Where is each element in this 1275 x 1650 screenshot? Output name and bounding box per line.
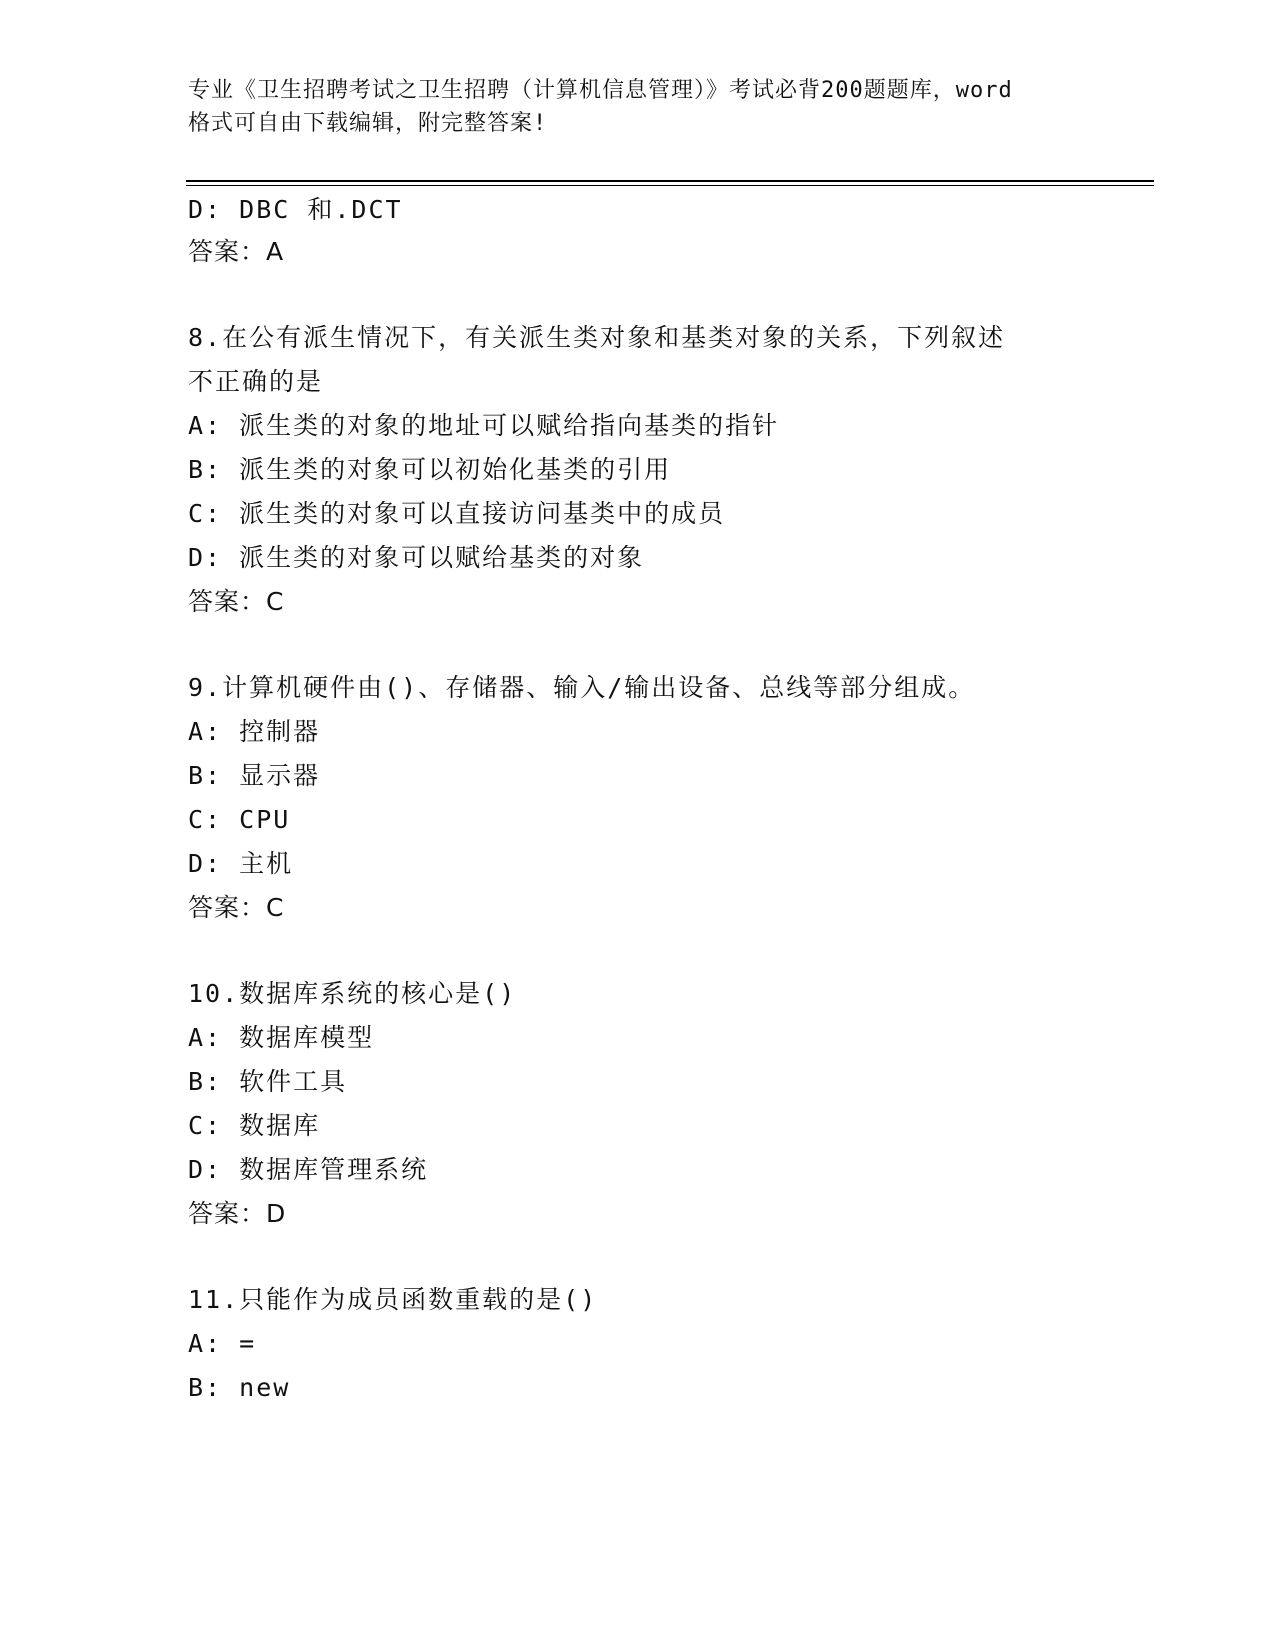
header-rule-thick xyxy=(186,180,1154,182)
q10-option-b: B: 软件工具 xyxy=(188,1067,348,1096)
q11-option-a: A: = xyxy=(188,1329,257,1358)
q10-option-c: C: 数据库 xyxy=(188,1111,321,1140)
q8-option-d: D: 派生类的对象可以赋给基类的对象 xyxy=(188,543,645,572)
q11-option-b: B: new xyxy=(188,1373,291,1402)
header-rule-thin xyxy=(186,185,1154,186)
q8-option-c: C: 派生类的对象可以直接访问基类中的成员 xyxy=(188,499,726,528)
prev-option-d: D: DBC 和.DCT xyxy=(188,195,403,224)
q8-option-a: A: 派生类的对象的地址可以赋给指向基类的指针 xyxy=(188,411,780,440)
q8-stem-line-1: 8.在公有派生情况下，有关派生类对象和基类对象的关系，下列叙述 xyxy=(188,323,1006,352)
q9-option-b: B: 显示器 xyxy=(188,761,321,790)
q9-option-c: C: CPU xyxy=(188,805,291,834)
q8-stem-line-2: 不正确的是 xyxy=(188,367,324,396)
q9-answer: 答案：C xyxy=(188,893,285,922)
header-line-1: 专业《卫生招聘考试之卫生招聘（计算机信息管理）》考试必背200题题库，word xyxy=(188,78,1013,103)
q9-stem: 9.计算机硬件由()、存储器、输入/输出设备、总线等部分组成。 xyxy=(188,673,976,702)
q10-answer: 答案：D xyxy=(188,1199,287,1228)
q11-stem: 11.只能作为成员函数重载的是() xyxy=(188,1285,598,1314)
document-header xyxy=(188,74,1088,140)
q9-option-d: D: 主机 xyxy=(188,849,294,878)
q10-stem: 10.数据库系统的核心是() xyxy=(188,979,517,1008)
q8-answer: 答案：C xyxy=(188,587,285,616)
q8-option-b: B: 派生类的对象可以初始化基类的引用 xyxy=(188,455,672,484)
prev-answer: 答案：A xyxy=(188,237,285,266)
q9-option-a: A: 控制器 xyxy=(188,717,321,746)
header-line-2: 格式可自由下载编辑，附完整答案! xyxy=(188,111,548,136)
q10-option-a: A: 数据库模型 xyxy=(188,1023,375,1052)
q10-option-d: D: 数据库管理系统 xyxy=(188,1155,429,1184)
